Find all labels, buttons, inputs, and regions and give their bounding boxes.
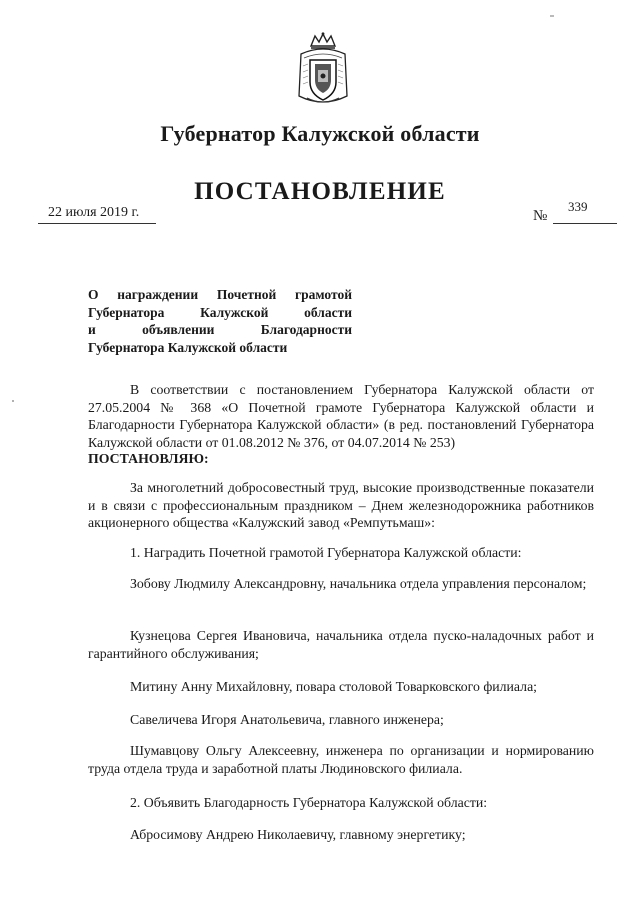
- subject-line: Губернатора Калужской области: [88, 304, 352, 320]
- coat-of-arms-icon: [293, 32, 353, 112]
- award-person-item: Митину Анну Михайловну, повара столовой Товарковского филиала;: [130, 679, 538, 694]
- scan-speck: [12, 400, 14, 402]
- document-subject: [88, 286, 352, 356]
- subject-line: и объявлении Благодарности: [88, 322, 352, 337]
- decree-word: ПОСТАНОВЛЯЮ:: [88, 451, 209, 466]
- award-person-item: Кузнецова Сергея Ивановича, начальника отдела пуско-наладочных работ и гарантийного обслуживания;: [88, 628, 594, 661]
- award-person-item: Савеличева Игоря Анатольевича, главного инженера;: [130, 712, 444, 727]
- subject-line: О награждении Почетной грамотой: [88, 287, 352, 302]
- number-sign: №: [533, 208, 548, 224]
- number-underline: [553, 223, 617, 224]
- subject-line: Губернатора Калужской области: [88, 339, 288, 355]
- issuer-title: Губернатор Калужской области: [160, 121, 480, 146]
- document-date: 22 июля 2019 г.: [48, 205, 140, 220]
- date-underline: [38, 223, 156, 224]
- scan-speck: [550, 15, 554, 17]
- reason-paragraph: За многолетний добросовестный труд, высокие производственные показатели и в связи с профессиональным праздником – Днем железнодорожника работников акционерного общества «Калужский завод «Ремпутьмаш»:: [88, 480, 594, 530]
- item1-title: 1. Наградить Почетной грамотой Губернатора Калужской области:: [130, 545, 522, 560]
- award-person-item: Шумавцову Ольгу Алексеевну, инженера по организации и нормированию труда отдела труда и заработной платы Людиновского филиала.: [88, 743, 594, 776]
- item2-title: 2. Объявить Благодарность Губернатора Калужской области:: [130, 795, 488, 810]
- gratitude-person-item: Абросимову Андрею Николаевичу, главному энергетику;: [130, 827, 466, 842]
- award-person-item: Зобову Людмилу Александровну, начальника отдела управления персоналом;: [130, 576, 587, 591]
- preamble-paragraph: В соответствии с постановлением Губернатора Калужской области от 27.05.2004 № 368 «О Почетной грамоте Губернатора Калужской области и Благодарности Губернатора Калужской области» (в ред. постановлений Губернатора Калужской области от 01.08.2012 № 376, от 04.07.2014 № 253): [88, 382, 594, 450]
- document-number: 339: [568, 199, 588, 214]
- document-type-title: ПОСТАНОВЛЕНИЕ: [194, 178, 446, 205]
